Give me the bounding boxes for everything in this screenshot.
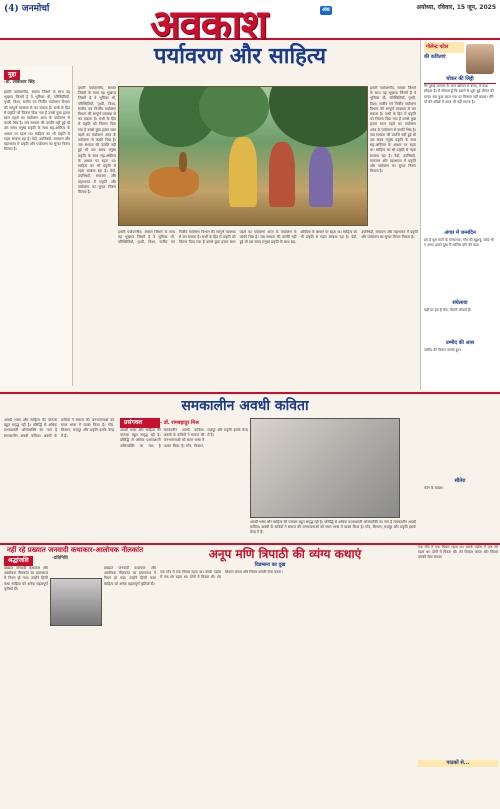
- second-section-label: प्रसंगवश: [120, 418, 160, 428]
- poet-photo: [466, 44, 494, 74]
- supplement-tag: अंक: [322, 7, 330, 13]
- obituary-photo: [50, 578, 102, 626]
- readers-box-title: पाठकों से...: [418, 760, 498, 767]
- satire-headline: अनूप मणि त्रिपाठी की व्यंग्य कथाएं: [208, 547, 362, 561]
- obituary-section-label: श्रद्धांजलि: [4, 556, 33, 566]
- obituary-headline: नहीं रहे प्रख्यात जनवादी कथाकार-आलोचक नीलकांत: [6, 546, 144, 554]
- satire-body: एक गाँव में एक सियार रहता था। उसके पड़ोस में एक शेर रहता था। दोनों में मित्रता थी। शेर शिकार करता और सियार उसकी सेवा करता।: [160, 570, 283, 580]
- poem5-text: फोन के बादल।: [424, 486, 444, 490]
- poem5-title: सौतेरा: [454, 478, 466, 484]
- lead-byline: -डॉ. लोकेश्वर सिंह: [4, 80, 35, 85]
- second-headline: समकालीन अवधी कविता: [181, 398, 309, 414]
- satire-subhead: विडम्बना का दुख: [254, 562, 286, 568]
- section-divider: [0, 392, 500, 394]
- second-illustration: [250, 418, 400, 518]
- poem3-title: संघेलाया: [452, 300, 468, 306]
- section-label: मुद्दा: [4, 70, 20, 80]
- lead-illustration: [118, 86, 368, 226]
- lead-body-col1: हमारी पर्यावरणीय, समस्त जिसमें के साथ वह भूखण्ड जिसमें है वे भूमिका थी, परिस्थितियाँ, पृथ्वी, विश्व, सजीव एवं निर्जीव पर्यावरण विभाग की सम्पूर्ण व्यवस्था से कर सकता है। सभी के हित में प्रकृति को जितना दिया गया है उससे कुछ हज़ार साल पहले का पर्यावरण आज के पर्यावरण से काफ़ी भिन्न है। जब सभ्यता की उत्पत्ति नहीं हुई थी उस समय मनुष्य प्रकृति के साथ सह-अस्तित्व के आधार पर रहता था। साहित्य का भी प्रकृति से गहरा सम्बन्ध रहा है। वेदों, उपनिषदों, रामायण और महाभारत में प्रकृति और पर्यावरण का सुन्दर चित्रण मिलता है।: [4, 90, 70, 152]
- poet-subtitle: की कविताएं: [424, 54, 446, 60]
- obituary-byline: -प्रतिनिधि: [52, 556, 68, 561]
- poem4-title: उम्मीद की आस: [445, 340, 475, 346]
- newspaper-title: अवकाश: [150, 1, 268, 48]
- lead-body-lower: हमारी पर्यावरणीय, समस्त जिसमें के साथ वह भूखण्ड जिसमें है वे भूमिका थी, परिस्थितियाँ, पृथ्वी, विश्व, सजीव एवं निर्जीव पर्यावरण विभाग की सम्पूर्ण व्यवस्था से कर सकता है। सभी के हित में प्रकृति को जितना दिया गया है उससे कुछ हज़ार साल पहले का पर्यावरण आज के पर्यावरण से काफ़ी भिन्न है। जब सभ्यता की उत्पत्ति नहीं हुई थी उस समय मनुष्य प्रकृति के साथ सह-अस्तित्व के आधार पर रहता था। साहित्य का भी प्रकृति से गहरा सम्बन्ध रहा है। वेदों, उपनिषदों, रामायण और महाभारत में प्रकृति और पर्यावरण का सुन्दर चित्रण मिलता है।: [118, 230, 418, 245]
- second-byline: - डॉ. रामबहादुर मिश्र: [160, 420, 199, 426]
- obituary-body-col2: प्रख्यात जनवादी कथाकार और आलोचक नीलकांत का प्रयागराज में निधन हो गया। उन्होंने हिन्दी कथा साहित्य को अनेक महत्वपूर्ण कृतियाँ दीं।: [104, 566, 156, 586]
- poem4-text: उम्मीद की किरण जगाये हुए।: [424, 348, 462, 352]
- second-body-left: अवधी भाषा और साहित्य की परम्परा बहुत समृद्ध रही है। प्रसिद्धि से अधिक प्रभावशाली अभिव्यक्ति का नाम है समकालीन अवधी कविता। अवधी के कवियों ने समाज की जनभावनाओं को सरल भाषा में व्यक्त किया है। गाँव, किसान, मज़दूर और प्रकृति इसके केन्द्र में हैं।: [4, 418, 114, 438]
- poem2-text: हम हैं धूल माटी के पगचलवा, गाँव की खुशबू, कोई भी न आए। हमारे दुख में शामिल होने की बात।: [424, 238, 494, 248]
- poet-name: गोलेन्द्र पटेल: [424, 42, 464, 53]
- second-body-right: अवधी भाषा और साहित्य की परम्परा बहुत समृद्ध रही है। प्रसिद्धि से अधिक प्रभावशाली अभिव्यक्ति का नाम है समकालीन अवधी कविता। अवधी के कवियों ने समाज की जनभावनाओं को सरल भाषा में व्यक्त किया है। गाँव, किसान, मज़दूर और प्रकृति इसके केन्द्र में हैं।: [250, 520, 416, 535]
- issue-label: (4) जनमोर्चा: [4, 4, 50, 14]
- satire-body-right: एक गाँव में एक सियार रहता था। उसके पड़ोस में एक शेर रहता था। दोनों में मित्रता थी। शेर शिकार करता और सियार उसकी सेवा करता।: [418, 545, 498, 560]
- lead-headline: पर्यावरण और साहित्य: [153, 43, 326, 69]
- lead-body-col3: हमारी पर्यावरणीय, समस्त जिसमें के साथ वह भूखण्ड जिसमें है वे भूमिका थी, परिस्थितियाँ, पृथ्वी, विश्व, सजीव एवं निर्जीव पर्यावरण विभाग की सम्पूर्ण व्यवस्था से कर सकता है। सभी के हित में प्रकृति को जितना दिया गया है उससे कुछ हज़ार साल पहले का पर्यावरण आज के पर्यावरण से काफ़ी भिन्न है। जब सभ्यता की उत्पत्ति नहीं हुई थी उस समय मनुष्य प्रकृति के साथ सह-अस्तित्व के आधार पर रहता था। साहित्य का भी प्रकृति से गहरा सम्बन्ध रहा है। वेदों, उपनिषदों, रामायण और महाभारत में प्रकृति और पर्यावरण का सुन्दर चित्रण मिलता है।: [370, 86, 416, 174]
- poem1-text: मेरे पुरखे जानवर के कान खोसते थे बल्दा, ये कथा छोड़ता है। मैं सोचता हूँ कि खटने से शुरू हुई जीवन की यात्रा। सब कुछ बदल गया पर किसान नहीं बदला। मेरी माँ की आँखों में आज भी वही सपना है।: [424, 84, 494, 105]
- obituary-body-col1: प्रख्यात जनवादी कथाकार और आलोचक नीलकांत का प्रयागराज में निधन हो गया। उन्होंने हिन्दी कथा साहित्य को अनेक महत्वपूर्ण कृतियाँ दीं।: [4, 566, 48, 591]
- poem2-title: अंगार में जन्मदिन: [444, 230, 476, 236]
- second-body-mid: अवधी भाषा और साहित्य की परम्परा बहुत समृद्ध रही है। प्रसिद्धि से अधिक प्रभावशाली अभिव्यक्ति का नाम है समकालीन अवधी कविता। अवधी के कवियों ने समाज की जनभावनाओं को सरल भाषा में व्यक्त किया है। गाँव, किसान, मज़दूर और प्रकृति इसके केन्द्र में हैं।: [120, 428, 248, 448]
- poem3-text: यहीं पर हम हैं मेरा, कितने कोयले हैं।: [424, 308, 472, 312]
- dateline: अयोध्या, रविवार, 15 जून, 2025: [416, 4, 496, 11]
- lead-body-col2: हमारी पर्यावरणीय, समस्त जिसमें के साथ वह भूखण्ड जिसमें है वे भूमिका थी, परिस्थितियाँ, पृथ्वी, विश्व, सजीव एवं निर्जीव पर्यावरण विभाग की सम्पूर्ण व्यवस्था से कर सकता है। सभी के हित में प्रकृति को जितना दिया गया है उससे कुछ हज़ार साल पहले का पर्यावरण आज के पर्यावरण से काफ़ी भिन्न है। जब सभ्यता की उत्पत्ति नहीं हुई थी उस समय मनुष्य प्रकृति के साथ सह-अस्तित्व के आधार पर रहता था। साहित्य का भी प्रकृति से गहरा सम्बन्ध रहा है। वेदों, उपनिषदों, रामायण और महाभारत में प्रकृति और पर्यावरण का सुन्दर चित्रण मिलता है।: [78, 86, 116, 195]
- poem1-title: चोकर की लिट्टी: [424, 76, 496, 84]
